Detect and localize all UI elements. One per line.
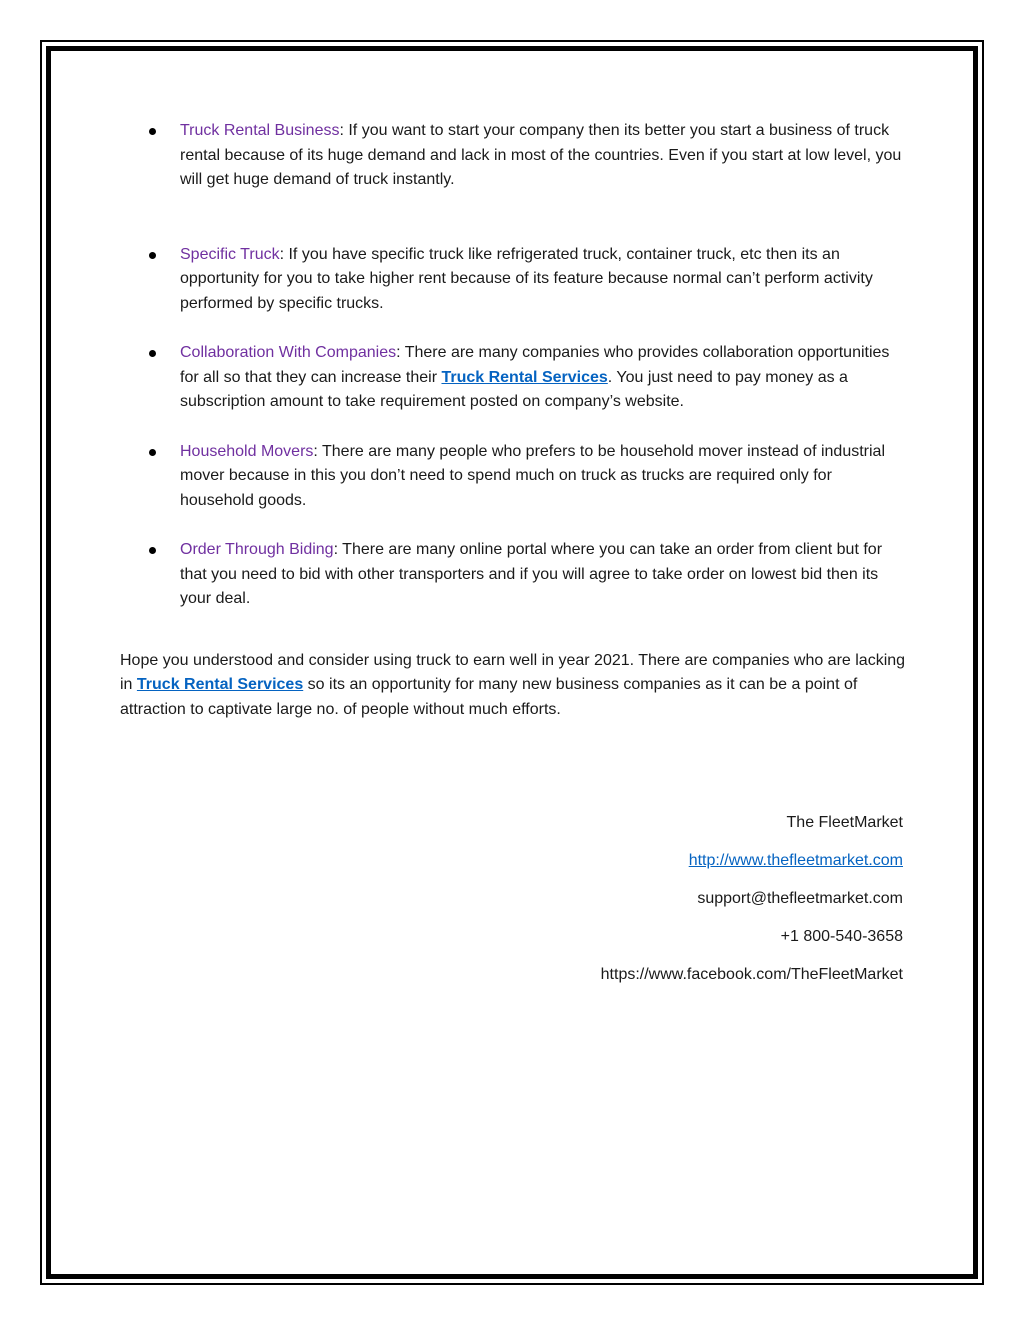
- bullet-item-order-through-biding: [120, 538, 910, 612]
- spacer: [120, 316, 910, 341]
- spacer: [120, 513, 910, 538]
- closing-text: Hope you understood and consider using truck to earn well in year 2021. There are companies who are lacking in: [120, 651, 906, 693]
- truck-rental-services-link[interactable]: Truck Rental Services: [136, 676, 304, 693]
- bullet-text: : There are many people who prefers to be household mover instead of industrial mover because in this you don’t need to spend much on truck as trucks are required only for household goods.: [180, 442, 885, 509]
- signature-block: [601, 811, 903, 1001]
- bullet-term: Specific Truck: [180, 245, 280, 263]
- bullet-term: Collaboration With Companies: [180, 344, 397, 361]
- closing-text: so its an opportunity for many new business companies as it can be a point of attraction to captivate large no. of people without much efforts.: [120, 676, 858, 718]
- website-link[interactable]: http://www.thefleetmarket.com: [688, 852, 903, 869]
- bullet-item-specific-truck: [120, 243, 910, 317]
- bullet-item-collaboration: [120, 341, 910, 415]
- spacer: [120, 415, 910, 440]
- bullet-text: : There are many companies who provides collaboration opportunities for all so that they can increase their: [180, 344, 890, 386]
- bullet-term: Truck Rental Business: [180, 122, 340, 139]
- bullet-item-household-movers: [120, 440, 910, 514]
- website-line: [601, 849, 903, 873]
- bullet-text: : If you have specific truck like refrigerated truck, container truck, etc then its an opportunity for you to take higher rent because of its feature because normal can’t perform activity performed by specific trucks.: [180, 245, 873, 312]
- bullet-text: : There are many online portal where you can take an order from client but for that you need to bid with other transporters and if you will agree to take order on lowest bid then its your deal.: [180, 541, 883, 607]
- email-text: support@thefleetmarket.com: [697, 890, 903, 907]
- bullet-list: [120, 119, 910, 612]
- bullet-dot-icon: [149, 128, 156, 135]
- bullet-dot-icon: [149, 252, 156, 259]
- bullet-text: : If you want to start your company then its better you start a business of truck rental because of its huge demand and lack in most of the countries. Even if you start at low level, you will get huge demand of truck instantly.: [180, 122, 902, 188]
- bullet-text: . You just need to pay money as a subscription amount to take requirement posted on company’s website.: [180, 368, 848, 410]
- truck-rental-services-link[interactable]: Truck Rental Services: [441, 368, 608, 386]
- company-name: The FleetMarket: [786, 814, 903, 831]
- bullet-dot-icon: [149, 449, 156, 456]
- bullet-dot-icon: [149, 547, 156, 554]
- bullet-dot-icon: [149, 350, 156, 357]
- spacer: [120, 193, 910, 243]
- document-body: [120, 119, 910, 722]
- spacer: [120, 612, 910, 649]
- bullet-item-truck-rental-business: [120, 119, 910, 193]
- facebook-text: https://www.facebook.com/TheFleetMarket: [600, 966, 903, 983]
- bullet-term: Household Movers: [180, 442, 314, 460]
- phone-text: +1 800-540-3658: [780, 928, 903, 945]
- bullet-term: Order Through Biding: [180, 541, 334, 558]
- closing-paragraph: [120, 649, 910, 723]
